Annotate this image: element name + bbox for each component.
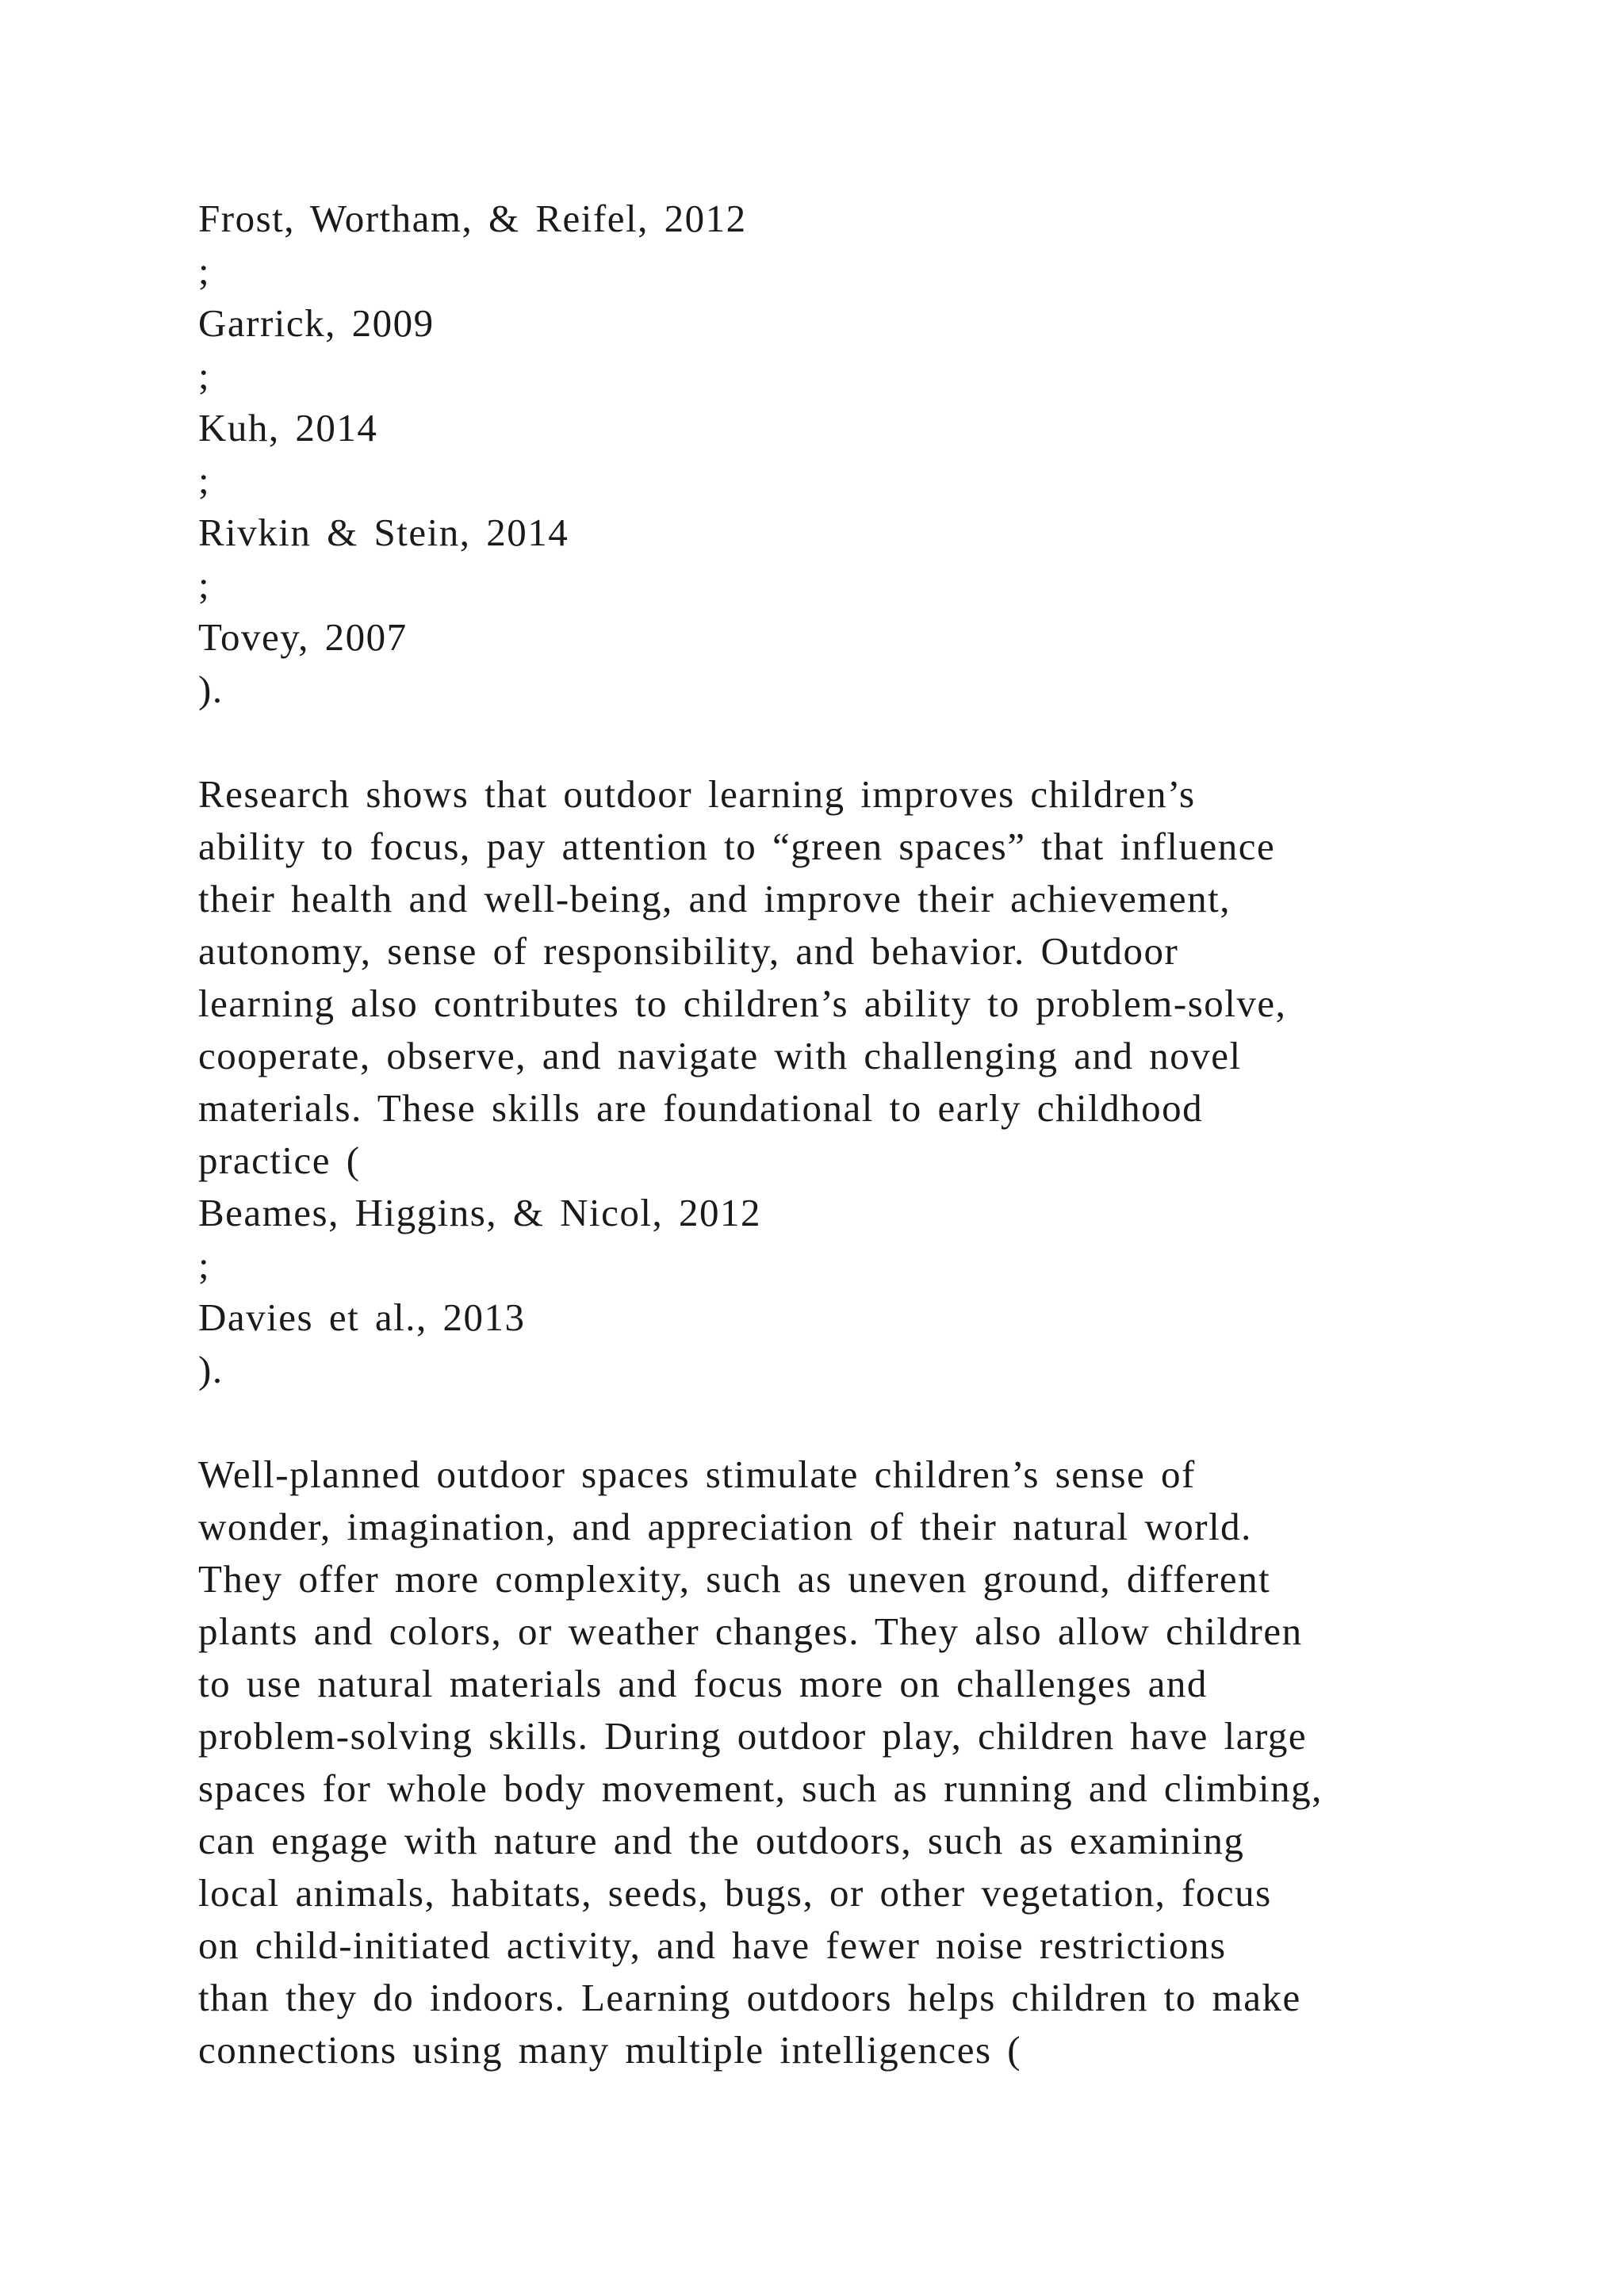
citation-close: ). bbox=[198, 668, 224, 711]
citation-close: ). bbox=[198, 1348, 224, 1391]
paragraph-line: cooperate, observe, and navigate with challenging and novel bbox=[198, 1034, 1242, 1077]
citation-line: Frost, Wortham, & Reifel, 2012 bbox=[198, 197, 747, 240]
paragraph-line: than they do indoors. Learning outdoors helps children to make bbox=[198, 1976, 1301, 2019]
paragraph-line: ability to focus, pay attention to “green spaces” that influence bbox=[198, 825, 1276, 868]
citation-line: Tovey, 2007 bbox=[198, 615, 408, 659]
paragraph-line: connections using many multiple intelligences ( bbox=[198, 2028, 1022, 2072]
citation-line: Davies et al., 2013 bbox=[198, 1295, 526, 1339]
paragraph-spacer bbox=[198, 716, 1546, 768]
citation-separator: ; bbox=[198, 1243, 211, 1287]
paragraph-line: practice ( bbox=[198, 1138, 361, 1182]
paragraph-line: problem-solving skills. During outdoor play, children have large bbox=[198, 1714, 1308, 1758]
paragraph-outdoor-learning-research bbox=[198, 768, 1546, 1187]
citation-separator: ; bbox=[198, 249, 211, 293]
paragraph-line: on child-initiated activity, and have fewer noise restrictions bbox=[198, 1923, 1227, 1967]
paragraph-line: spaces for whole body movement, such as running and climbing, bbox=[198, 1766, 1323, 1810]
citation-separator: ; bbox=[198, 458, 211, 502]
citation-group-1 bbox=[198, 193, 1546, 716]
paragraph-line: their health and well-being, and improve their achievement, bbox=[198, 877, 1231, 920]
paragraph-line: They offer more complexity, such as uneven ground, different bbox=[198, 1557, 1271, 1601]
paragraph-spacer bbox=[198, 1396, 1546, 1448]
paragraph-line: can engage with nature and the outdoors, such as examining bbox=[198, 1819, 1245, 1862]
citation-separator: ; bbox=[198, 563, 211, 607]
paragraph-line: Well-planned outdoor spaces stimulate children’s sense of bbox=[198, 1452, 1196, 1496]
paragraph-line: wonder, imagination, and appreciation of their natural world. bbox=[198, 1505, 1252, 1548]
paragraph-outdoor-spaces bbox=[198, 1448, 1546, 2076]
citation-line: Beames, Higgins, & Nicol, 2012 bbox=[198, 1191, 762, 1234]
paragraph-line: learning also contributes to children’s ability to problem-solve, bbox=[198, 982, 1287, 1025]
paragraph-line: local animals, habitats, seeds, bugs, or other vegetation, focus bbox=[198, 1871, 1272, 1915]
paragraph-line: plants and colors, or weather changes. They also allow children bbox=[198, 1609, 1303, 1653]
citation-line: Rivkin & Stein, 2014 bbox=[198, 511, 569, 554]
citation-line: Kuh, 2014 bbox=[198, 406, 378, 450]
paragraph-line: Research shows that outdoor learning improves children’s bbox=[198, 772, 1196, 816]
citation-group-2 bbox=[198, 1187, 1546, 1396]
paragraph-line: autonomy, sense of responsibility, and behavior. Outdoor bbox=[198, 929, 1179, 973]
paragraph-line: materials. These skills are foundational to early childhood bbox=[198, 1086, 1204, 1130]
citation-separator: ; bbox=[198, 354, 211, 397]
paragraph-line: to use natural materials and focus more on challenges and bbox=[198, 1662, 1208, 1705]
citation-line: Garrick, 2009 bbox=[198, 301, 435, 345]
document-body bbox=[198, 193, 1546, 2076]
